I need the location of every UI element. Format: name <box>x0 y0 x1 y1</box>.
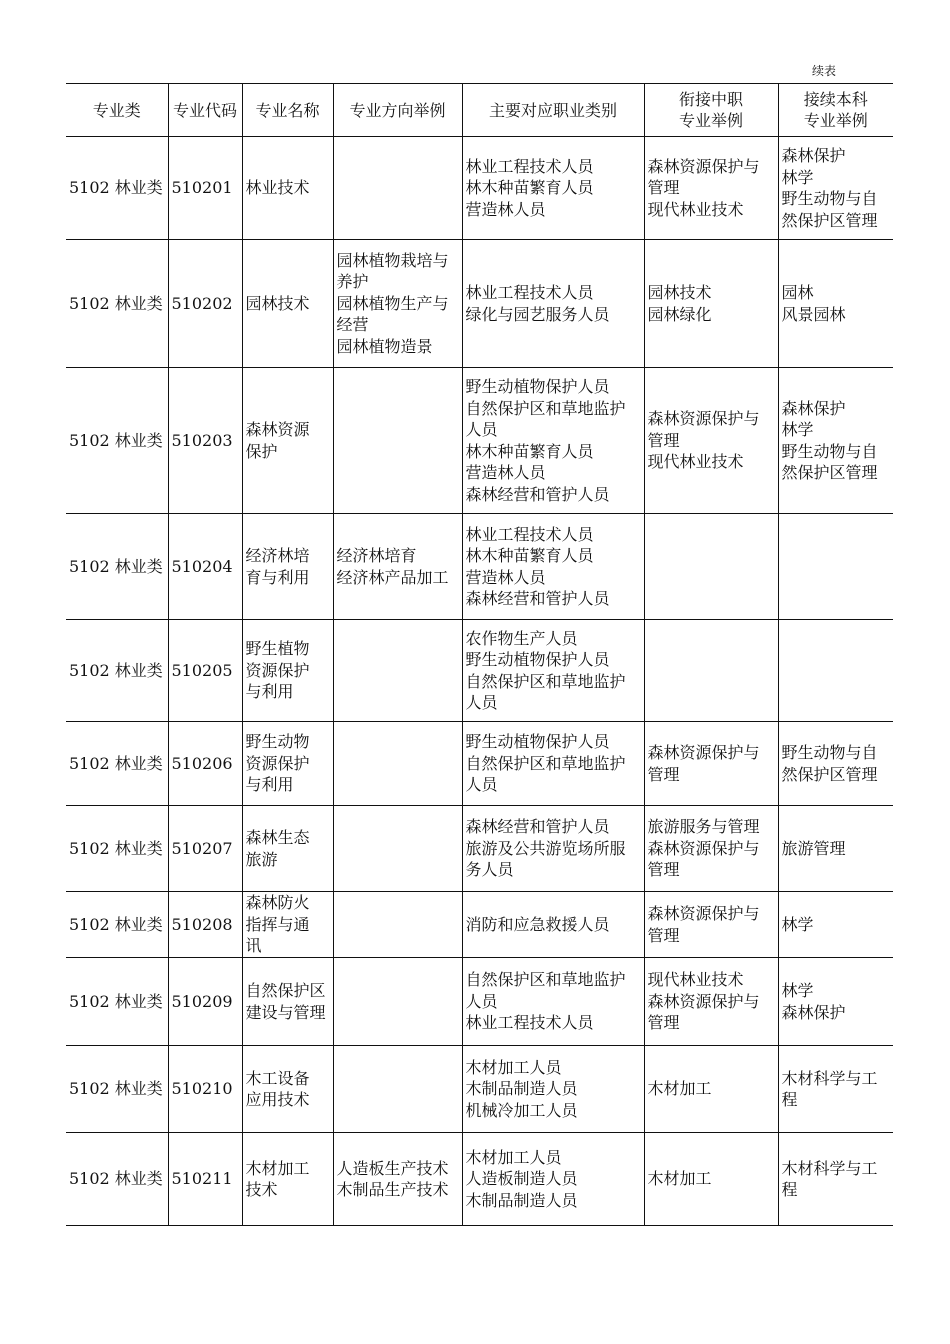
cell-line: 养护 <box>336 272 369 292</box>
header-text: 专业方向举例 <box>349 100 446 120</box>
cell-line: 风景园林 <box>781 304 846 324</box>
cell-secondary-majors <box>644 368 778 514</box>
cell-line: 人员 <box>465 420 498 439</box>
cell-secondary-majors <box>644 1133 778 1226</box>
cell-category: 5102 林业类 <box>66 1133 168 1226</box>
cell-line: 木工设备 <box>245 1068 310 1088</box>
cell-major-name <box>242 240 333 368</box>
cell-line: 然保护区管理 <box>781 463 878 482</box>
cell-line: 然保护区管理 <box>781 764 878 784</box>
table-body <box>66 137 893 1226</box>
cell-line: 人造板生产技术 <box>336 1158 449 1178</box>
cell-line: 森林资源保护与 <box>647 991 760 1011</box>
cell-line: 机械冷加工人员 <box>465 1100 578 1120</box>
header-text: 专业名称 <box>255 100 320 120</box>
cell-major-name <box>242 892 333 958</box>
cell-line: 木制品制造人员 <box>465 1079 578 1099</box>
header-directions <box>333 84 462 137</box>
cell-code: 510211 <box>168 1133 242 1226</box>
cell-line: 营造林人员 <box>465 199 546 219</box>
cell-category: 5102 林业类 <box>66 892 168 958</box>
cell-directions <box>333 958 462 1046</box>
cell-secondary-majors <box>644 1046 778 1133</box>
header-text: 主要对应职业类别 <box>488 100 617 120</box>
cell-line: 建设与管理 <box>245 1002 326 1022</box>
cell-line: 林学 <box>781 167 814 187</box>
header-undergrad <box>778 84 893 137</box>
cell-directions <box>333 1046 462 1133</box>
cell-undergrad-majors <box>778 137 893 240</box>
cell-line: 营造林人员 <box>465 567 546 587</box>
cell-secondary-majors <box>644 958 778 1046</box>
cell-line: 自然保护区和草地监护 <box>465 398 626 418</box>
header-text: 衔接中职 <box>678 90 743 109</box>
header-occupations <box>462 84 644 137</box>
cell-major-name <box>242 1046 333 1133</box>
cell-line: 林业工程技术人员 <box>465 156 594 176</box>
cell-major-name <box>242 620 333 722</box>
cell-line: 野生动植物保护人员 <box>465 650 610 669</box>
cell-line: 林学 <box>781 981 814 1000</box>
cell-line: 营造林人员 <box>465 463 546 482</box>
cell-directions <box>333 892 462 958</box>
cell-line: 林学 <box>781 914 814 934</box>
header-text: 专业代码 <box>172 100 237 120</box>
cell-line: 管理 <box>647 860 680 880</box>
cell-line: 现代林业技术 <box>647 452 744 472</box>
header-name <box>242 84 333 137</box>
cell-line: 木材加工人员 <box>465 1057 562 1077</box>
cell-line: 野生动植物保护人员 <box>465 377 610 396</box>
cell-undergrad-majors <box>778 514 893 620</box>
header-text: 专业举例 <box>678 111 743 130</box>
cell-directions <box>333 514 462 620</box>
cell-line: 管理 <box>647 925 680 945</box>
cell-code: 510209 <box>168 958 242 1046</box>
cell-line: 森林经营和管护人员 <box>465 589 610 608</box>
cell-directions <box>333 368 462 514</box>
cell-line: 园林绿化 <box>647 304 712 324</box>
cell-line: 资源保护 <box>245 660 310 680</box>
cell-line: 木制品制造人员 <box>465 1190 578 1210</box>
header-text: 专业类 <box>92 100 141 120</box>
cell-code: 510207 <box>168 806 242 892</box>
cell-category: 5102 林业类 <box>66 137 168 240</box>
table-row <box>66 1046 893 1133</box>
cell-occupations <box>462 368 644 514</box>
header-secondary <box>644 84 778 137</box>
cell-secondary-majors <box>644 722 778 806</box>
cell-line: 农作物生产人员 <box>465 628 578 648</box>
cell-code: 510201 <box>168 137 242 240</box>
cell-line: 木材加工人员 <box>465 1147 562 1167</box>
cell-line: 消防和应急救援人员 <box>465 914 610 934</box>
cell-line: 森林资源保护与 <box>647 838 760 858</box>
cell-line: 森林资源保护与 <box>647 409 760 429</box>
cell-undergrad-majors <box>778 722 893 806</box>
header-code <box>168 84 242 137</box>
table-row <box>66 240 893 368</box>
table-header <box>66 84 893 137</box>
table-row <box>66 137 893 240</box>
cell-line: 管理 <box>647 1013 680 1033</box>
cell-major-name <box>242 958 333 1046</box>
cell-line: 园林植物栽培与 <box>336 250 449 270</box>
cell-line: 林业工程技术人员 <box>465 283 594 302</box>
cell-line: 资源保护 <box>245 753 310 773</box>
cell-line: 林业工程技术人员 <box>465 1013 594 1033</box>
cell-line: 与利用 <box>245 682 294 702</box>
cell-major-name <box>242 722 333 806</box>
cell-code: 510205 <box>168 620 242 722</box>
cell-line: 森林保护 <box>781 398 846 418</box>
cell-line: 人造板制造人员 <box>465 1169 578 1189</box>
cell-undergrad-majors <box>778 892 893 958</box>
cell-major-name <box>242 806 333 892</box>
cell-line: 自然保护区和草地监护 <box>465 753 626 773</box>
cell-directions <box>333 806 462 892</box>
cell-line: 野生动物与自 <box>781 189 878 208</box>
cell-code: 510204 <box>168 514 242 620</box>
cell-category: 5102 林业类 <box>66 368 168 514</box>
cell-occupations <box>462 806 644 892</box>
cell-line: 经营 <box>336 315 369 335</box>
cell-occupations <box>462 620 644 722</box>
cell-line: 园林植物生产与 <box>336 293 449 313</box>
cell-line: 旅游 <box>245 849 278 869</box>
cell-line: 林木种苗繁育人员 <box>465 178 594 198</box>
cell-major-name <box>242 137 333 240</box>
cell-line: 森林资源保护与 <box>647 904 760 923</box>
cell-line: 与利用 <box>245 775 294 795</box>
table-row <box>66 892 893 958</box>
cell-line: 野生动物与自 <box>781 441 878 461</box>
cell-line: 森林保护 <box>781 1002 846 1022</box>
cell-line: 森林防火 <box>245 893 310 913</box>
cell-line: 林业技术 <box>245 178 310 198</box>
cell-category: 5102 林业类 <box>66 240 168 368</box>
cell-directions <box>333 1133 462 1226</box>
cell-category: 5102 林业类 <box>66 620 168 722</box>
cell-major-name <box>242 1133 333 1226</box>
cell-line: 木材加工 <box>245 1158 310 1178</box>
cell-line: 技术 <box>245 1180 278 1199</box>
cell-line: 森林保护 <box>781 146 846 165</box>
cell-line: 自然保护区和草地监护 <box>465 671 626 691</box>
table-row <box>66 368 893 514</box>
cell-secondary-majors <box>644 137 778 240</box>
table-row <box>66 958 893 1046</box>
cell-line: 林木种苗繁育人员 <box>465 546 594 565</box>
cell-line: 指挥与通 <box>245 914 310 934</box>
cell-line: 讯 <box>245 936 262 956</box>
cell-code: 510210 <box>168 1046 242 1133</box>
cell-line: 务人员 <box>465 860 514 880</box>
cell-line: 管理 <box>647 178 680 198</box>
cell-line: 人员 <box>465 991 498 1011</box>
cell-line: 森林资源保护与 <box>647 156 760 176</box>
cell-secondary-majors <box>644 892 778 958</box>
cell-undergrad-majors <box>778 806 893 892</box>
cell-line: 森林经营和管护人员 <box>465 484 610 504</box>
cell-undergrad-majors <box>778 368 893 514</box>
cell-occupations <box>462 1133 644 1226</box>
cell-directions <box>333 240 462 368</box>
cell-line: 应用技术 <box>245 1090 310 1109</box>
cell-directions <box>333 722 462 806</box>
cell-line: 野生动物 <box>245 732 310 752</box>
cell-category: 5102 林业类 <box>66 1046 168 1133</box>
table-row <box>66 514 893 620</box>
cell-secondary-majors <box>644 514 778 620</box>
cell-category: 5102 林业类 <box>66 722 168 806</box>
cell-line: 经济林培 <box>245 546 310 565</box>
cell-line: 园林技术 <box>647 283 712 302</box>
cell-line: 自然保护区和草地监护 <box>465 970 626 990</box>
cell-line: 程 <box>781 1180 798 1199</box>
cell-line: 保护 <box>245 441 278 461</box>
cell-code: 510203 <box>168 368 242 514</box>
cell-directions <box>333 620 462 722</box>
cell-line: 园林技术 <box>245 293 310 313</box>
cell-line: 森林经营和管护人员 <box>465 817 610 837</box>
header-text: 专业举例 <box>803 111 868 130</box>
cell-line: 程 <box>781 1090 798 1109</box>
table-row <box>66 806 893 892</box>
cell-line: 木材科学与工 <box>781 1068 878 1088</box>
cell-line: 管理 <box>647 764 680 784</box>
cell-undergrad-majors <box>778 240 893 368</box>
cell-undergrad-majors <box>778 1133 893 1226</box>
cell-line: 野生植物 <box>245 639 310 659</box>
cell-occupations <box>462 514 644 620</box>
cell-undergrad-majors <box>778 620 893 722</box>
cell-occupations <box>462 722 644 806</box>
cell-occupations <box>462 958 644 1046</box>
cell-line: 育与利用 <box>245 567 310 587</box>
cell-line: 森林资源 <box>245 420 310 439</box>
cell-line: 绿化与园艺服务人员 <box>465 304 610 324</box>
cell-line: 木材加工 <box>647 1079 712 1099</box>
cell-line: 林学 <box>781 420 814 439</box>
cell-line: 木材科学与工 <box>781 1158 878 1178</box>
cell-line: 木制品生产技术 <box>336 1180 449 1199</box>
header-row <box>66 84 893 137</box>
majors-table <box>66 83 893 1226</box>
cell-line: 林业工程技术人员 <box>465 524 594 544</box>
cell-occupations <box>462 892 644 958</box>
cell-line: 人员 <box>465 775 498 795</box>
cell-occupations <box>462 1046 644 1133</box>
cell-secondary-majors <box>644 240 778 368</box>
cell-category: 5102 林业类 <box>66 806 168 892</box>
cell-line: 林木种苗繁育人员 <box>465 441 594 461</box>
cell-line: 旅游及公共游览场所服 <box>465 838 626 858</box>
cell-line: 经济林产品加工 <box>336 567 449 587</box>
table-row <box>66 620 893 722</box>
cell-code: 510208 <box>168 892 242 958</box>
cell-major-name <box>242 514 333 620</box>
cell-occupations <box>462 240 644 368</box>
cell-code: 510206 <box>168 722 242 806</box>
cell-line: 现代林业技术 <box>647 970 744 990</box>
cell-secondary-majors <box>644 620 778 722</box>
cell-directions <box>333 137 462 240</box>
cell-line: 森林资源保护与 <box>647 743 760 762</box>
cell-category: 5102 林业类 <box>66 958 168 1046</box>
cell-line: 木材加工 <box>647 1169 712 1189</box>
cell-line: 园林 <box>781 283 814 302</box>
cell-major-name <box>242 368 333 514</box>
cell-undergrad-majors <box>778 1046 893 1133</box>
cell-secondary-majors <box>644 806 778 892</box>
table-row <box>66 722 893 806</box>
cell-line: 然保护区管理 <box>781 210 878 230</box>
cell-occupations <box>462 137 644 240</box>
cell-line: 自然保护区 <box>245 981 326 1000</box>
cell-line: 旅游管理 <box>781 838 846 858</box>
cell-line: 现代林业技术 <box>647 199 744 219</box>
continued-label: 续表 <box>812 64 837 78</box>
cell-line: 野生动物与自 <box>781 743 878 762</box>
cell-line: 野生动植物保护人员 <box>465 732 610 752</box>
table-row <box>66 1133 893 1226</box>
cell-line: 园林植物造景 <box>336 336 433 356</box>
cell-line: 森林生态 <box>245 828 310 847</box>
cell-line: 旅游服务与管理 <box>647 817 760 837</box>
cell-code: 510202 <box>168 240 242 368</box>
cell-category: 5102 林业类 <box>66 514 168 620</box>
cell-line: 人员 <box>465 693 498 712</box>
header-text: 接续本科 <box>803 90 868 109</box>
header-category <box>66 84 168 137</box>
cell-line: 经济林培育 <box>336 546 417 565</box>
cell-line: 管理 <box>647 430 680 450</box>
cell-undergrad-majors <box>778 958 893 1046</box>
